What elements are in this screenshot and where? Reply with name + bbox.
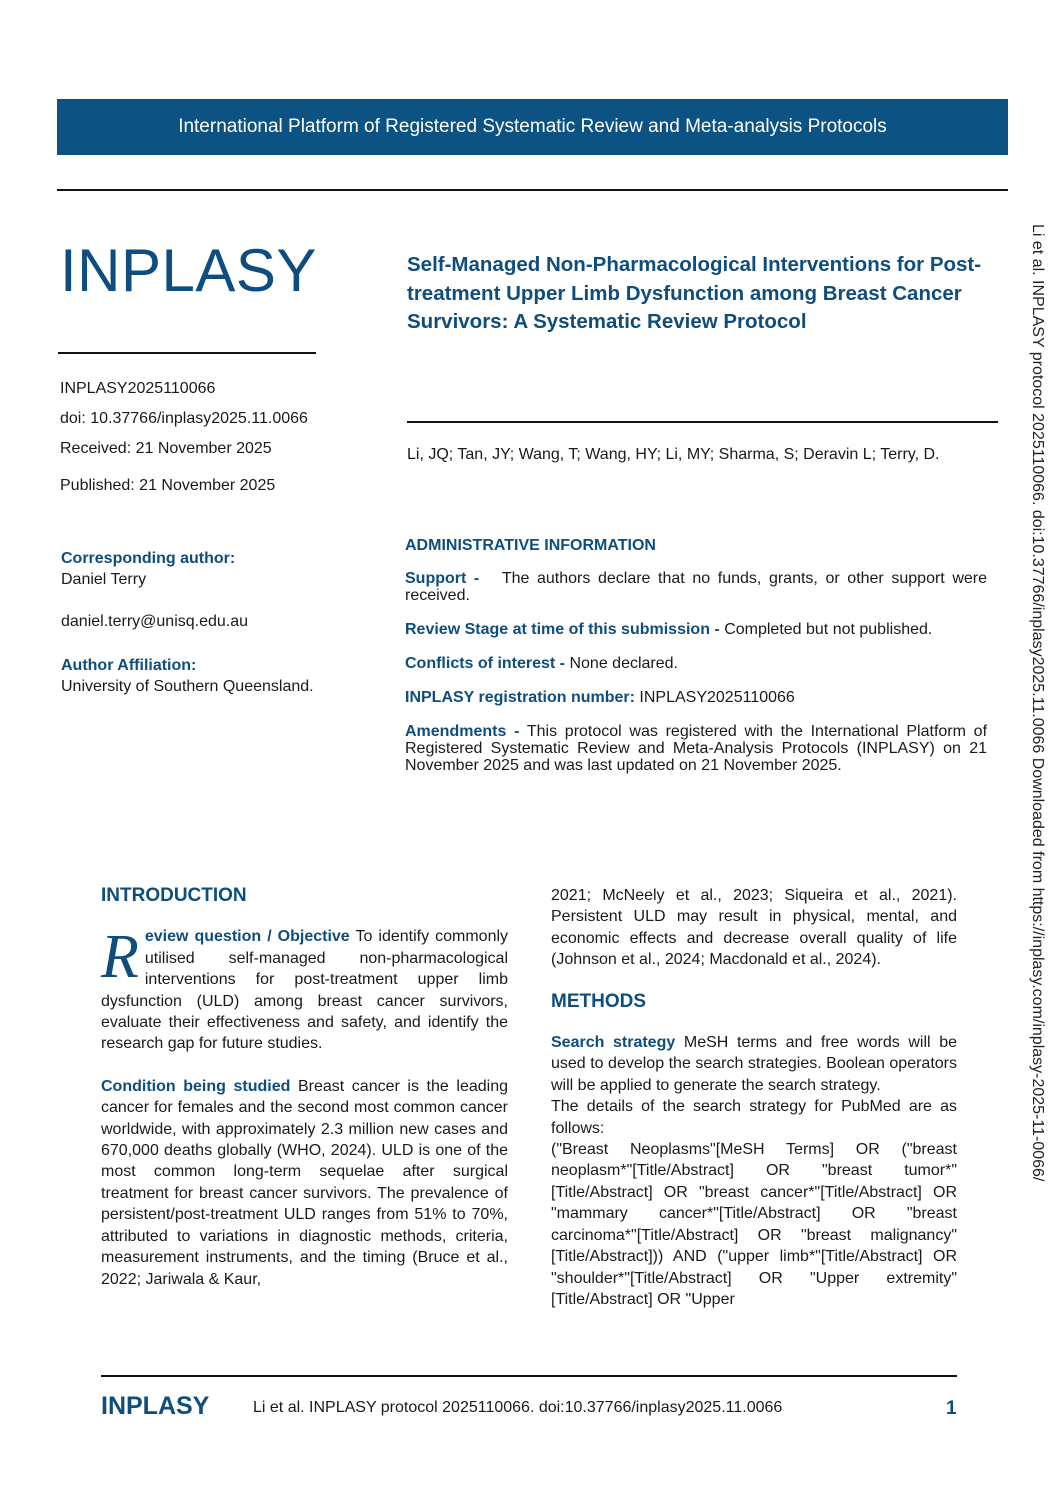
author-list: Li, JQ; Tan, JY; Wang, T; Wang, HY; Li, MY; Sharma, S; Deravin L; Terry, D. — [407, 446, 940, 463]
search-strategy-paragraph — [551, 1032, 957, 1096]
footer-logo: INPLASY — [101, 1392, 210, 1420]
pubmed-intro: The details of the search strategy for PubMed are as follows: — [551, 1098, 957, 1137]
doi[interactable]: doi: 10.37766/inplasy2025.11.0066 — [60, 410, 308, 427]
amendments-text: This protocol was registered with the International Platform of Registered Systematic Review and Meta-Analysis Protocols (INPLASY) on 21 November 2025 and was last updated on 21 November 2025. — [405, 723, 988, 774]
admin-heading: ADMINISTRATIVE INFORMATION — [405, 537, 656, 554]
conflicts-item — [405, 655, 987, 672]
journal-logo: INPLASY — [60, 237, 317, 304]
corresponding-author — [61, 548, 361, 632]
corresponding-email[interactable]: daniel.terry@unisq.edu.au — [61, 613, 249, 630]
stage-item — [405, 621, 987, 638]
registration-label: INPLASY registration number: — [405, 689, 635, 706]
condition-paragraph — [101, 1076, 508, 1290]
search-strategy-text: MeSH terms and free words will be used to develop the search strategies. Boolean operators will be applied to generate the search strategy. — [551, 1034, 958, 1094]
left-column — [101, 885, 508, 1290]
condition-label: Condition being studied — [101, 1077, 291, 1095]
protocol-id: INPLASY2025110066 — [60, 380, 216, 397]
support-text: The authors declare that no funds, grants, or other support were received. — [405, 570, 988, 604]
right-column — [551, 885, 957, 1310]
support-label: Support - — [405, 570, 480, 587]
pubmed-query: ("Breast Neoplasms"[MeSH Terms] OR ("breast neoplasm*"[Title/Abstract] OR "breast tumor*"[Title/Abstract] OR "breast cancer*"[Title/Abstract] OR "mammary cancer*"[Title/Abstract] OR "breast carcinoma*"[Title/Abstract] OR "breast malignancy"[Title/Abstract])) AND ("upper limb*"[Title/Abstract] OR "shoulder*"[Title/Abstract] OR "Upper extremity"[Title/Abstract] OR "Upper — [551, 1141, 957, 1308]
header-banner: International Platform of Registered Systematic Review and Meta-analysis Protocols — [57, 99, 1008, 155]
search-strategy-label: Search strategy — [551, 1034, 676, 1052]
review-question-text: To identify commonly utilised self-managed non-pharmacological interventions for post-treatment upper limb dysfunction (ULD) among breast cancer survivors, evaluate their effectiveness and safety, and identify the research gap for future studies. — [101, 928, 509, 1053]
top-divider — [57, 189, 1008, 191]
footer-divider — [101, 1375, 957, 1377]
logo-divider — [58, 352, 316, 354]
conflicts-label: Conflicts of interest - — [405, 655, 566, 672]
condition-text: Breast cancer is the leading cancer for females and the second most common cancer worldwide, with approximately 2.3 million new cases and 670,000 deaths globally (WHO, 2024). ULD is one of the most common long-term sequelae after surgical treatment for breast cancer survivors. The prevalence of persistent/post-treatment ULD ranges from 51% to 70%, attributed to variations in diagnostic methods, criteria, measurement instruments, and the timing (Bruce et al., 2022; Jariwala & Kaur, — [101, 1077, 508, 1288]
title-divider — [407, 421, 998, 423]
affiliation-label: Author Affiliation: — [61, 657, 197, 674]
corresponding-name: Daniel Terry — [61, 571, 147, 588]
support-item — [405, 570, 987, 604]
introduction-heading: INTRODUCTION — [101, 885, 247, 906]
review-question-paragraph — [101, 923, 509, 1054]
amendments-item — [405, 723, 987, 774]
registration-item — [405, 689, 987, 706]
vertical-download-note: Li et al. INPLASY protocol 2025110066. doi:10.37766/inplasy2025.11.0066 Downloaded from https://inplasy.com/inplasy-2025-11-0066/ — [1029, 224, 1046, 1182]
review-question-label: eview question / Objective — [144, 928, 350, 946]
received-date: Received: 21 November 2025 — [60, 440, 272, 457]
paper-title: Self-Managed Non-Pharmacological Interventions for Post-treatment Upper Limb Dysfunction among Breast Cancer Survivors: A Systematic Review Protocol — [407, 253, 982, 333]
footer-citation: Li et al. INPLASY protocol 2025110066. doi:10.37766/inplasy2025.11.0066 — [253, 1399, 783, 1416]
published-date: Published: 21 November 2025 — [60, 477, 276, 494]
administrative-information — [405, 537, 987, 791]
introduction-continued: 2021; McNeely et al., 2023; Siqueira et al., 2021). Persistent ULD may result in physical, mental, and economic effects and decrease overall quality of life (Johnson et al., 2024; Macdonald et al., 2024). — [551, 887, 957, 969]
author-affiliation — [61, 655, 361, 697]
stage-label: Review Stage at time of this submission - — [405, 621, 720, 638]
affiliation-value: University of Southern Queensland. — [61, 678, 314, 695]
amendments-label: Amendments - — [405, 723, 520, 740]
corresponding-label: Corresponding author: — [61, 550, 236, 567]
page-number: 1 — [946, 1398, 957, 1419]
drop-cap: R — [101, 923, 139, 992]
methods-heading: METHODS — [551, 990, 646, 1012]
conflicts-text: None declared. — [569, 655, 678, 672]
stage-text: Completed but not published. — [724, 621, 933, 638]
registration-number: INPLASY2025110066 — [639, 689, 795, 706]
